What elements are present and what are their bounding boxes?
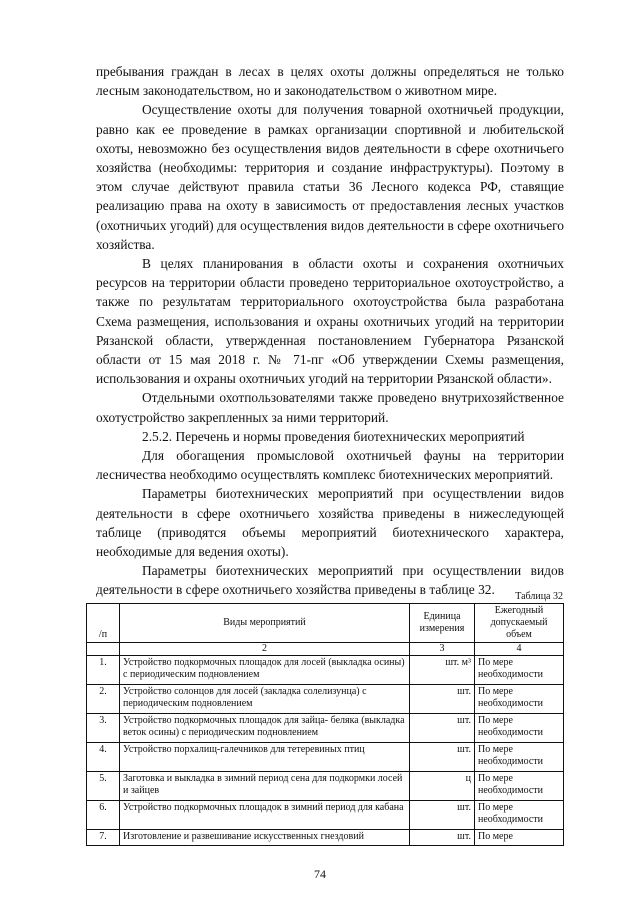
row-activity: Устройство подкормочных площадок для зайца- беляка (выкладка веток осины) с периодическим подновлением: [120, 714, 410, 743]
row-number: 2.: [87, 685, 120, 714]
table-header-row: [87, 604, 564, 643]
row-activity: Устройство подкормочных площадок в зимний период для кабана: [120, 801, 410, 830]
row-unit: шт.: [410, 685, 475, 714]
paragraph-1: пребывания граждан в лесах в целях охоты должны определяться не только лесным законодательством, но и законодательством о животном мире.: [96, 64, 564, 99]
row-volume: По мере необходимости: [475, 714, 564, 743]
row-volume: По мере необходимости: [475, 656, 564, 685]
table-row: [87, 801, 564, 830]
table-row: [87, 743, 564, 772]
row-number: 6.: [87, 801, 120, 830]
section-heading: 2.5.2. Перечень и нормы проведения биотехнических мероприятий: [142, 428, 525, 444]
colnum-1: [87, 643, 120, 656]
header-volume: Ежегодный допускаемый объем: [475, 604, 564, 643]
table-row: [87, 685, 564, 714]
row-volume: По мере необходимости: [475, 685, 564, 714]
row-number: 3.: [87, 714, 120, 743]
table-caption: Таблица 32: [515, 591, 563, 602]
row-number: 1.: [87, 656, 120, 685]
row-unit: шт. м³: [410, 656, 475, 685]
table-row: [87, 714, 564, 743]
row-volume: По мере необходимости: [475, 743, 564, 772]
paragraph-6: Параметры биотехнических мероприятий при осуществлении видов деятельности в сфере охотничьего хозяйства приведены в нижеследующей таблице (приводятся объемы мероприятий биотехнического характера, необходимые для ведения охоты).: [96, 486, 564, 560]
row-unit: шт.: [410, 714, 475, 743]
table-row: [87, 830, 564, 846]
header-num: /п: [87, 604, 120, 643]
paragraph-4: Отдельными охотпользователями также проведено внутрихозяйственное охотустройство закрепленных за ними территорий.: [96, 390, 564, 425]
paragraph-3: В целях планирования в области охоты и сохранения охотничьих ресурсов на территории области проведено территориальное охотоустройство, а также по результатам территориального охотоустройства была разработана Схема размещения, использования и охраны охотничьих угодий на территории Рязанской области, утвержденная постановлением Губернатора Рязанской области от 15 мая 2018 г. № 71-пг «Об утверждении Схемы размещения, использования и охраны охотничьих угодий на территории Рязанской области».: [96, 256, 564, 387]
row-volume: По мере необходимости: [475, 772, 564, 801]
table-row: [87, 772, 564, 801]
row-unit: шт.: [410, 801, 475, 830]
row-number: 4.: [87, 743, 120, 772]
row-number: 5.: [87, 772, 120, 801]
row-activity: Устройство подкормочных площадок для лосей (выкладка осины) с периодическим подновлением: [120, 656, 410, 685]
paragraph-5: Для обогащения промысловой охотничьей фауны на территории лесничества необходимо осуществлять комплекс биотехнических мероприятий.: [96, 448, 564, 483]
header-unit: Единица измерения: [410, 604, 475, 643]
biotech-measures-table: [86, 603, 564, 846]
row-number: 7.: [87, 830, 120, 846]
page-number: 74: [314, 867, 326, 881]
row-volume: По мере необходимости: [475, 801, 564, 830]
row-activity: Изготовление и развешивание искусственных гнездовий: [120, 830, 410, 846]
row-activity: Заготовка и выкладка в зимний период сена для подкормки лосей и зайцев: [120, 772, 410, 801]
paragraph-7: Параметры биотехнических мероприятий при осуществлении видов деятельности в сфере охотничьего хозяйства приведены в таблице 32.: [96, 563, 564, 598]
row-volume: По мере: [475, 830, 564, 846]
colnum-2: 2: [120, 643, 410, 656]
row-unit: шт.: [410, 830, 475, 846]
colnum-3: 3: [410, 643, 475, 656]
row-activity: Устройство порхалищ-галечников для тетеревиных птиц: [120, 743, 410, 772]
table-row: [87, 656, 564, 685]
paragraph-2: Осуществление охоты для получения товарной охотничьей продукции, равно как ее проведение в рамках организации спортивной и любительской охоты, невозможно без осуществления видов деятельности в сфере охотничьего хозяйства (необходимы: территория и создание инфраструктуры). Поэтому в этом случае действуют правила статьи 36 Лесного кодекса РФ, ставящие реализацию права на охоту в зависимость от предоставления лесных участков (охотничьих угодий) для осуществления видов деятельности в сфере охотничьего хозяйства.: [96, 102, 564, 252]
row-activity: Устройство солонцов для лосей (закладка солелизунца) с периодическим подновлением: [120, 685, 410, 714]
row-unit: шт.: [410, 743, 475, 772]
header-activity: Виды мероприятий: [120, 604, 410, 643]
column-number-row: [87, 643, 564, 656]
body-text: [96, 62, 564, 600]
colnum-4: 4: [475, 643, 564, 656]
row-unit: ц: [410, 772, 475, 801]
